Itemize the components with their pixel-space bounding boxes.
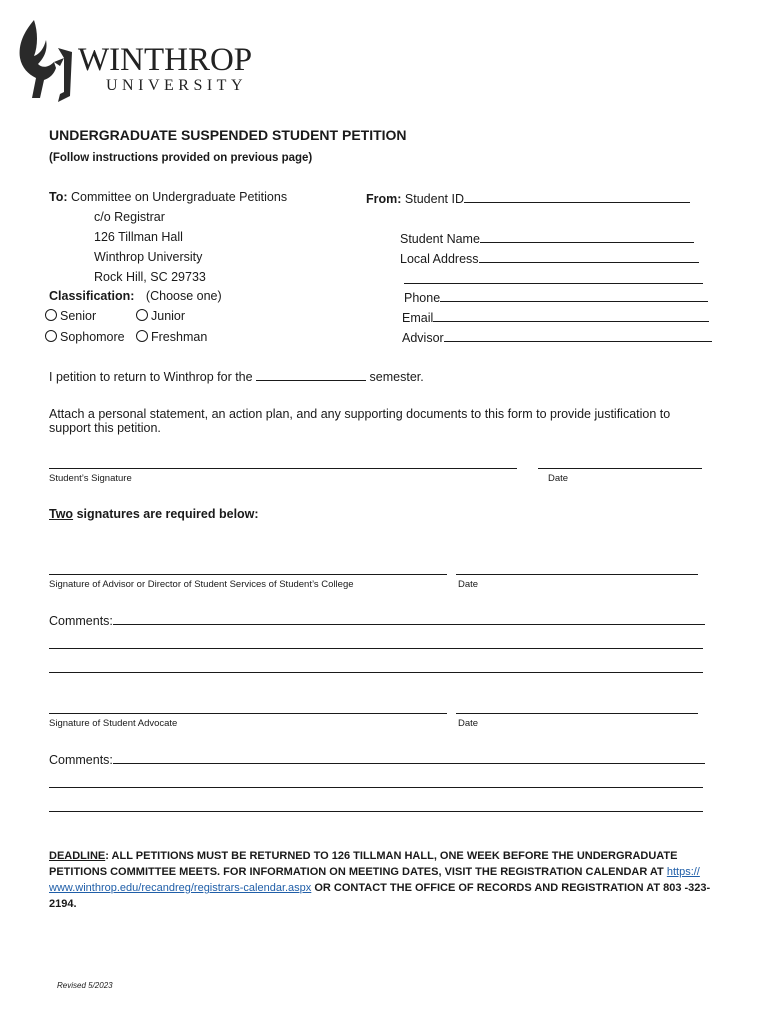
radio-circle-icon[interactable] [136,309,148,321]
local-address-input-line[interactable] [479,251,699,263]
registration-calendar-link[interactable]: https:// www.winthrop.edu/recandreg/registrars-calendar.aspx [49,866,700,894]
to-line-2: c/o Registrar [94,210,165,224]
radio-circle-icon[interactable] [136,330,148,342]
to-label: To: [49,190,68,204]
radio-senior[interactable] [45,309,96,323]
student-signature-line[interactable] [49,468,517,469]
advisor-comments-label: Comments: [49,614,113,628]
advisor-label: Advisor [402,331,444,345]
radio-circle-icon[interactable] [45,330,57,342]
classification-hint: (Choose one) [145,289,222,303]
student-id-field[interactable] [366,191,690,206]
eagle-logo-icon [14,18,76,102]
radio-junior[interactable] [136,309,185,323]
student-id-input-line[interactable] [464,191,690,203]
logo-wordmark: WINTHROP [78,42,253,78]
radio-freshman-label: Freshman [151,330,208,344]
student-name-label: Student Name [400,232,480,246]
advisor-comments-line-3[interactable] [49,672,703,673]
student-date-line[interactable] [538,468,702,469]
from-label: From: [366,192,402,206]
advocate-comments-line-2[interactable] [49,787,703,788]
classification-row [49,290,222,303]
phone-label: Phone [404,291,441,305]
email-field[interactable] [402,310,709,325]
radio-circle-icon[interactable] [45,309,57,321]
semester-input-line[interactable] [256,369,366,381]
to-line-1: Committee on Undergraduate Petitions [71,190,288,204]
petition-sentence [49,369,424,384]
signatures-required [49,508,259,521]
advisor-comments-line-2[interactable] [49,648,703,649]
local-address-field[interactable] [400,251,699,266]
phone-field[interactable] [404,290,708,305]
local-address-label: Local Address [400,252,479,266]
signatures-required-count: Two [49,507,74,521]
petition-suffix: semester. [369,370,424,384]
advisor-date-label: Date [458,579,479,590]
classification-label: Classification: [49,289,135,303]
advisor-date-line[interactable] [456,574,698,575]
student-signature-label: Student’s Signature [49,473,132,484]
advocate-signature-label: Signature of Student Advocate [49,718,178,729]
student-name-input-line[interactable] [480,231,694,243]
university-logo [14,18,254,102]
to-line-5: Rock Hill, SC 29733 [94,270,206,284]
to-line-4: Winthrop University [94,250,203,264]
email-label: Email [402,311,434,325]
radio-freshman[interactable] [136,330,207,344]
advocate-comments-line-3[interactable] [49,811,703,812]
advisor-input-line[interactable] [444,330,712,342]
deadline-text-2: OR CONTACT THE OFFICE OF RECORDS AND REGISTRATION AT 803 -323-2194. [49,882,711,910]
advisor-signature-line[interactable] [49,574,447,575]
to-recipient [49,191,287,204]
advocate-comments-label: Comments: [49,753,113,767]
phone-input-line[interactable] [440,290,708,302]
deadline-label: DEADLINE [49,850,106,862]
deadline-text-1: : ALL PETITIONS MUST BE RETURNED TO 126 TILLMAN HALL, ONE WEEK BEFORE THE UNDERGRADUATE PETITIONS COMMITTEE MEETS. FOR INFORMATION ON MEETING DATES, VISIT THE REGISTRATION CALENDAR AT [49,850,678,878]
advisor-signature-label: Signature of Advisor or Director of Student Services of Student’s College [49,579,354,590]
student-date-label: Date [548,473,569,484]
instructions-text: Attach a personal statement, an action plan, and any supporting documents to this form to provide justification to support this petition. [49,407,671,435]
deadline-notice [49,848,729,912]
local-address-line-2[interactable] [404,283,703,284]
radio-sophomore-label: Sophomore [60,330,125,344]
revised-date: Revised 5/2023 [57,981,113,990]
logo-university: UNIVERSITY [106,77,247,94]
advisor-comments-line-1[interactable] [113,613,705,625]
petition-prefix: I petition to return to Winthrop for the [49,370,253,384]
advocate-comments-line-1[interactable] [113,752,705,764]
student-id-label: Student ID [404,192,464,206]
student-name-field[interactable] [400,231,694,246]
advisor-field[interactable] [402,330,712,345]
to-line-3: 126 Tillman Hall [94,230,183,244]
advocate-date-line[interactable] [456,713,698,714]
signatures-required-text: signatures are required below: [76,507,259,521]
radio-junior-label: Junior [151,309,186,323]
radio-sophomore[interactable] [45,330,125,344]
advocate-date-label: Date [458,718,479,729]
advocate-signature-line[interactable] [49,713,447,714]
advocate-comments-field[interactable] [49,752,705,767]
radio-senior-label: Senior [60,309,97,323]
form-subtitle: (Follow instructions provided on previous page) [49,152,313,164]
advisor-comments-field[interactable] [49,613,705,628]
email-input-line[interactable] [433,310,709,322]
form-title: UNDERGRADUATE SUSPENDED STUDENT PETITION [49,127,407,143]
